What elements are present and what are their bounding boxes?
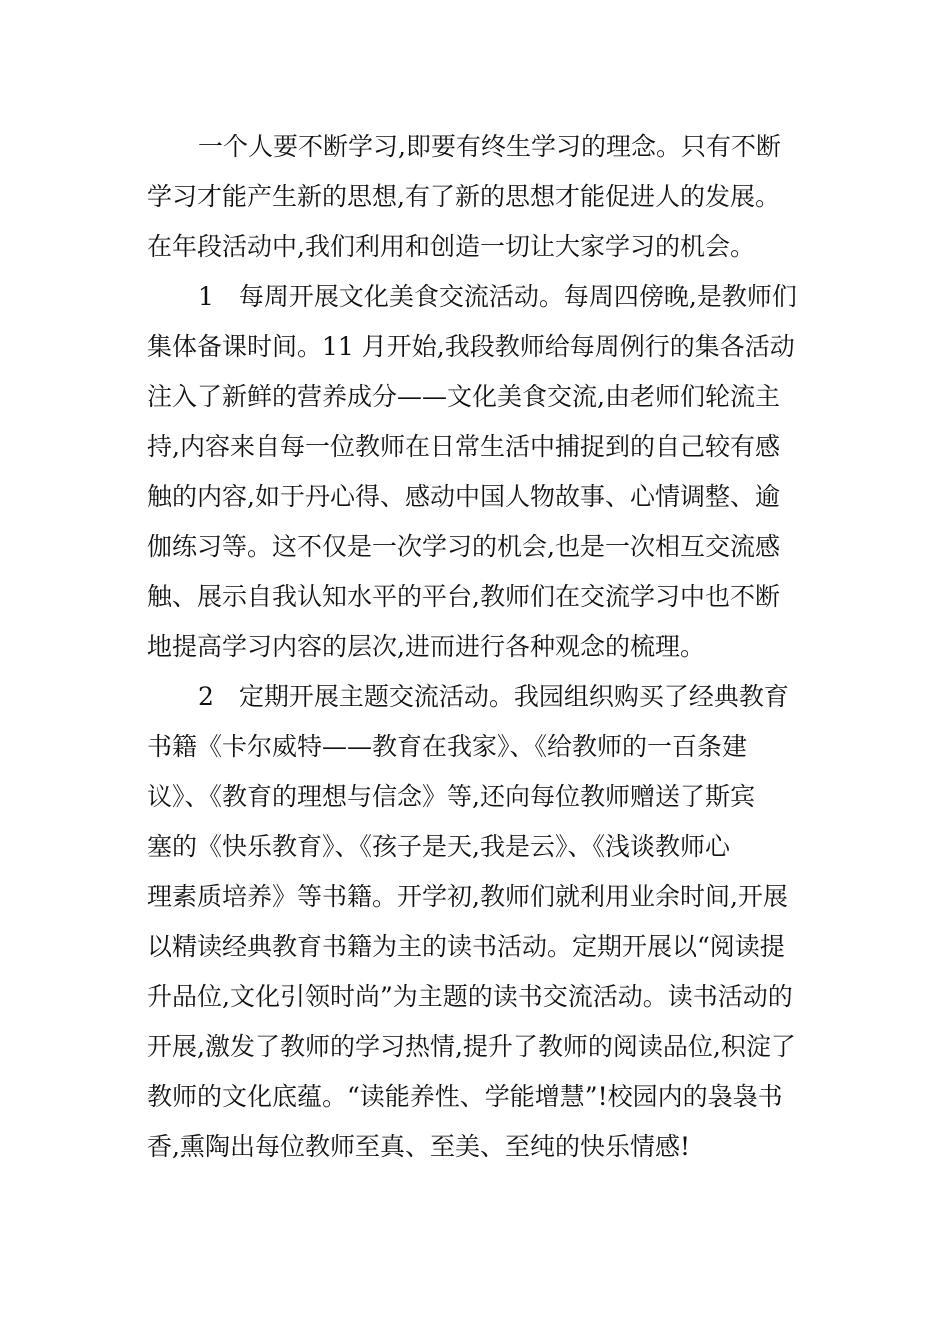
paragraph-3-line-7: 升品位,文化引领时尚”为主题的读书交流活动。读书活动的 bbox=[147, 982, 793, 1011]
paragraph-3-line-3: 议》、《教育的理想与信念》等,还向每位教师赠送了斯宾 bbox=[147, 782, 755, 811]
paragraph-2-line-5: 触的内容,如于丹心得、感动中国人物故事、心情调整、逾 bbox=[147, 482, 780, 511]
paragraph-2-line-4: 持,内容来自每一位教师在日常生活中捕捉到的自己较有感 bbox=[147, 432, 780, 461]
paragraph-2-line-6: 伽练习等。这不仅是一次学习的机会,也是一次相互交流感 bbox=[147, 532, 780, 561]
paragraph-3-line-2: 书籍《卡尔威特——教育在我家》、《给教师的一百条建 bbox=[147, 732, 748, 761]
paragraph-1-line-3: 在年段活动中,我们利用和创造一切让大家学习的机会。 bbox=[147, 232, 755, 261]
paragraph-3-line-5: 理素质培养》等书籍。开学初,教师们就利用业余时间,开展 bbox=[147, 882, 788, 911]
document-body bbox=[147, 122, 803, 1172]
paragraph-3-line-4: 塞的《快乐教育》、《孩子是天,我是云》、《浅谈教师心 bbox=[147, 832, 730, 861]
paragraph-3-line-10: 香,熏陶出每位教师至真、至美、至纯的快乐情感! bbox=[147, 1132, 690, 1161]
paragraph-3-line-9: 教师的文化底蕴。“读能养性、学能增慧”!校园内的袅袅书 bbox=[147, 1082, 783, 1111]
paragraph-3-line-8: 开展,激发了教师的学习热情,提升了教师的阅读品位,积淀了 bbox=[147, 1032, 796, 1061]
paragraph-2-line-8: 地提高学习内容的层次,进而进行各种观念的梳理。 bbox=[147, 632, 705, 661]
paragraph-2-line-2: 集体备课时间。11 月开始,我段教师给每周例行的集各活动 bbox=[147, 332, 795, 361]
paragraph-2-line-3: 注入了新鲜的营养成分——文化美食交流,由老师们轮流主 bbox=[147, 382, 780, 411]
paragraph-2-line-7: 触、展示自我认知水平的平台,教师们在交流学习中也不断 bbox=[147, 582, 780, 611]
paragraph-3-line-6: 以精读经典教育书籍为主的读书活动。定期开展以“阅读提 bbox=[147, 932, 785, 961]
paragraph-1-line-1: 一个人要不断学习,即要有终生学习的理念。只有不断 bbox=[198, 132, 781, 161]
paragraph-1-line-2: 学习才能产生新的思想,有了新的思想才能促进人的发展。 bbox=[147, 182, 780, 211]
paragraph-2-line-1: 1 每周开展文化美食交流活动。每周四傍晚,是教师们 bbox=[198, 282, 797, 311]
paragraph-3-line-1: 2 定期开展主题交流活动。我园组织购买了经典教育 bbox=[198, 682, 789, 711]
